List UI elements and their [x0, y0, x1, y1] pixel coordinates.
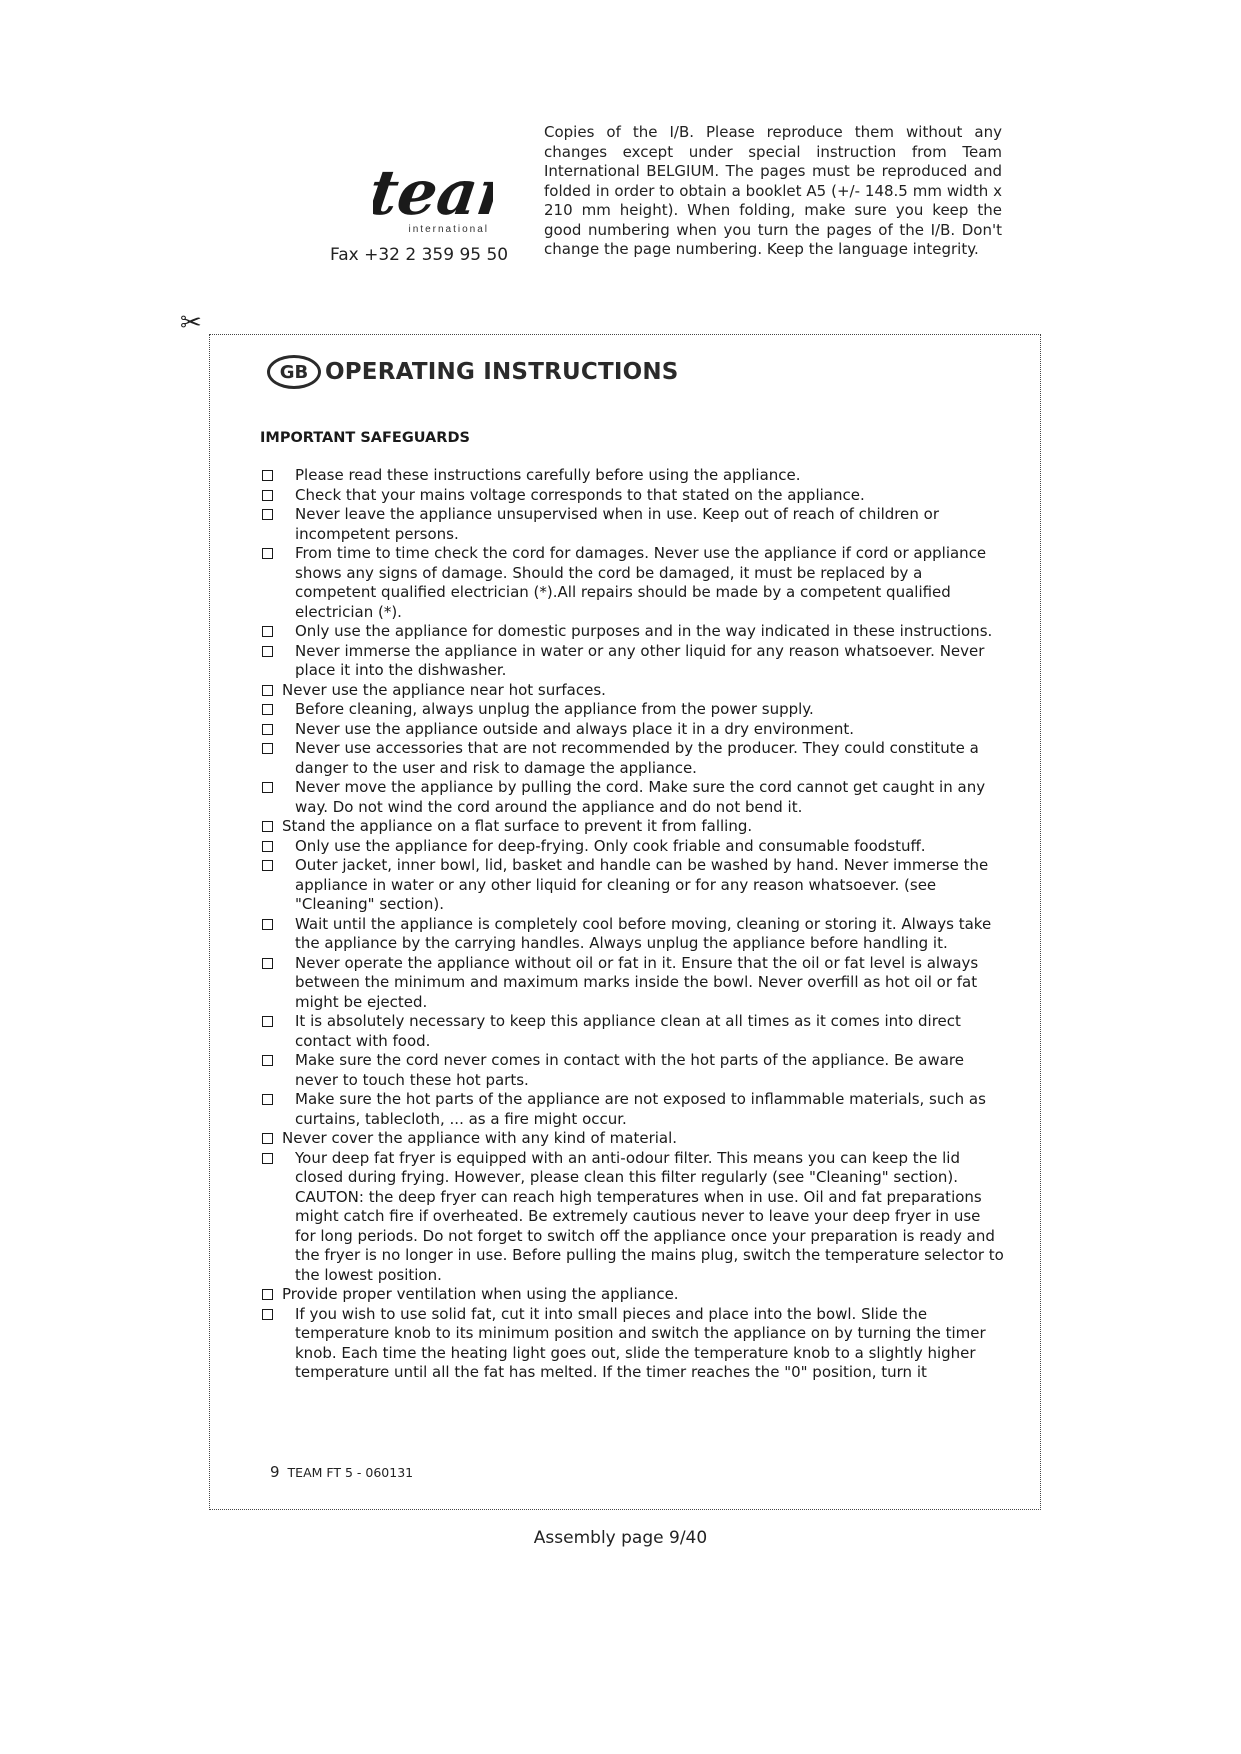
list-item-text: If you wish to use solid fat, cut it into small pieces and place into the bowl. Slide the temperature knob to its minimum position and switch the appliance on by turning the timer knob. Each time the heating light goes out, slide the temperature knob to a slightly higher temperature until all the fat has melted. If the timer reaches the "0" position, turn it — [295, 1304, 986, 1381]
list-item-text: Never move the appliance by pulling the cord. Make sure the cord cannot get caught in any way. Do not wind the cord around the appliance and do not bend it. — [295, 778, 986, 816]
checkbox-bullet-icon — [262, 860, 273, 871]
checkbox-bullet-icon — [262, 1094, 273, 1105]
logo-subtitle: international — [408, 224, 489, 235]
checkbox-bullet-icon — [262, 821, 273, 832]
list-item-text: Never use the appliance outside and always place it in a dry environment. — [295, 719, 855, 738]
list-item-text: Never cover the appliance with any kind of material. — [282, 1129, 678, 1147]
list-item-text: Provide proper ventilation when using the appliance. — [282, 1285, 679, 1303]
scissors-icon: ✂ — [180, 308, 202, 338]
list-item-text: From time to time check the cord for damages. Never use the appliance if cord or appliance shows any signs of damage. Should the cord be damaged, it must be replaced by a competent qualified electrician (*).All repairs should be made by a competent qualified electrician (*). — [295, 544, 987, 621]
list-item-text: Wait until the appliance is completely cool before moving, cleaning or storing it. Always take the appliance by the carrying handles. Always unplug the appliance before handling it. — [295, 914, 992, 952]
checkbox-bullet-icon — [262, 958, 273, 969]
page-number: 9 — [270, 1463, 280, 1481]
list-item-text: Never use accessories that are not recommended by the producer. They could constitute a danger to the user and risk to damage the appliance. — [295, 739, 979, 777]
list-item-text: Only use the appliance for deep-frying. Only cook friable and consumable foodstuff. — [295, 836, 926, 855]
checkbox-bullet-icon — [262, 548, 273, 559]
page-title: OPERATING INSTRUCTIONS — [325, 359, 679, 385]
list-item-text: Stand the appliance on a flat surface to prevent it from falling. — [282, 817, 753, 835]
page-footer — [270, 1463, 413, 1481]
checkbox-bullet-icon — [262, 1309, 273, 1320]
list-item — [260, 681, 1005, 701]
list-item — [260, 1051, 1005, 1090]
list-item — [260, 1285, 1005, 1305]
list-item-text: Check that your mains voltage corresponds to that stated on the appliance. — [295, 485, 865, 504]
list-item — [260, 1149, 1005, 1286]
list-item-text: Make sure the cord never comes in contact with the hot parts of the appliance. Be aware never to touch these hot parts. — [295, 1051, 964, 1089]
checkbox-bullet-icon — [262, 509, 273, 520]
list-item — [260, 856, 1005, 915]
page-heading — [267, 355, 679, 389]
checkbox-bullet-icon — [262, 743, 273, 754]
list-item — [260, 837, 1005, 857]
list-item — [260, 778, 1005, 817]
list-item — [260, 1012, 1005, 1051]
assembly-page-label: Assembly page 9/40 — [533, 1528, 708, 1548]
safeguards-list — [260, 466, 1005, 1383]
list-item-text: Never leave the appliance unsupervised when in use. Keep out of reach of children or incompetent persons. — [295, 505, 939, 543]
list-item — [260, 700, 1005, 720]
checkbox-bullet-icon — [262, 626, 273, 637]
gb-badge: GB — [267, 355, 321, 389]
logo-text: team — [373, 156, 493, 228]
list-item — [260, 1090, 1005, 1129]
copy-instructions: Copies of the I/B. Please reproduce them without any changes except under special instruction from Team International BELGIUM. The pages must be reproduced and folded in order to obtain a booklet A5 (+/- 148.5 mm width x 210 mm height). When folding, make sure you keep the good numbering when you turn the pages of the I/B. Don't change the page numbering. Keep the language integrity. — [544, 123, 1002, 258]
list-item — [260, 642, 1005, 681]
checkbox-bullet-icon — [262, 782, 273, 793]
checkbox-bullet-icon — [262, 704, 273, 715]
list-item — [260, 817, 1005, 837]
list-item-text: Your deep fat fryer is equipped with an anti-odour filter. This means you can keep the lid closed during frying. However, please clean this filter regularly (see "Cleaning" section). CAUTON: the deep fryer can reach high temperatures when in use. Oil and fat preparations might catch fire if overheated. Be extremely cautious never to leave your deep fryer in use for long periods. Do not forget to switch off the appliance once your preparation is ready and the fryer is no longer in use. Before pulling the mains plug, switch the temperature selector to the lowest position. — [295, 1148, 1004, 1284]
list-item-text: It is absolutely necessary to keep this appliance clean at all times as it comes into direct contact with food. — [295, 1012, 961, 1050]
checkbox-bullet-icon — [262, 919, 273, 930]
checkbox-bullet-icon — [262, 1133, 273, 1144]
checkbox-bullet-icon — [262, 1289, 273, 1300]
list-item-text: Never immerse the appliance in water or any other liquid for any reason whatsoever. Never place it into the dishwasher. — [295, 641, 985, 679]
list-item-text: Make sure the hot parts of the appliance are not exposed to inflammable materials, such as curtains, tablecloth, ... as a fire might occur. — [295, 1090, 986, 1128]
team-logo-mark — [373, 138, 493, 228]
list-item-text: Never use the appliance near hot surfaces. — [282, 680, 606, 699]
list-item-text: Please read these instructions carefully before using the appliance. — [295, 466, 801, 484]
list-item — [260, 505, 1005, 544]
checkbox-bullet-icon — [262, 1055, 273, 1066]
list-item — [260, 622, 1005, 642]
checkbox-bullet-icon — [262, 1153, 273, 1164]
list-item — [260, 739, 1005, 778]
checkbox-bullet-icon — [262, 841, 273, 852]
checkbox-bullet-icon — [262, 724, 273, 735]
list-item — [260, 466, 1005, 486]
checkbox-bullet-icon — [262, 1016, 273, 1027]
list-item-text: Only use the appliance for domestic purposes and in the way indicated in these instructions. — [295, 622, 993, 640]
list-item-text: Never operate the appliance without oil or fat in it. Ensure that the oil or fat level is always between the minimum and maximum marks inside the bowl. Never overfill as hot oil or fat might be ejected. — [295, 953, 979, 1011]
checkbox-bullet-icon — [262, 646, 273, 657]
list-item — [260, 544, 1005, 622]
section-title: IMPORTANT SAFEGUARDS — [260, 430, 470, 446]
list-item — [260, 954, 1005, 1013]
checkbox-bullet-icon — [262, 490, 273, 501]
list-item — [260, 915, 1005, 954]
checkbox-bullet-icon — [262, 470, 273, 481]
list-item — [260, 720, 1005, 740]
list-item — [260, 1305, 1005, 1383]
fax-number: Fax +32 2 359 95 50 — [330, 245, 509, 265]
list-item — [260, 486, 1005, 506]
model-code: TEAM FT 5 - 060131 — [287, 1465, 414, 1480]
list-item-text: Outer jacket, inner bowl, lid, basket and handle can be washed by hand. Never immerse the appliance in water or any other liquid for cleaning or for any reason whatsoever. (see "Cleaning" section). — [295, 856, 989, 913]
checkbox-bullet-icon — [262, 685, 273, 696]
team-logo — [373, 138, 493, 234]
list-item-text: Before cleaning, always unplug the appliance from the power supply. — [295, 700, 814, 718]
list-item — [260, 1129, 1005, 1149]
